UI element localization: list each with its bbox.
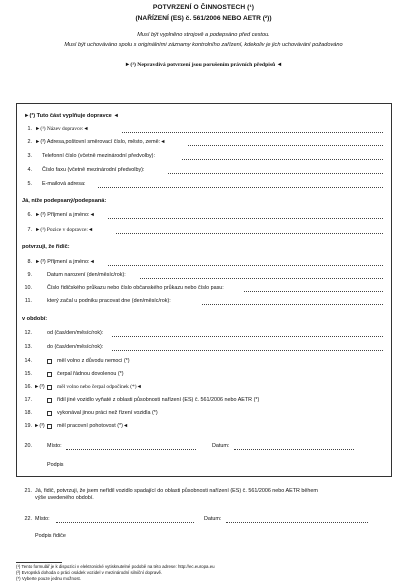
field-label: do (čas/den/měsíc/rok): bbox=[47, 344, 104, 350]
birth-date-field[interactable] bbox=[140, 272, 383, 279]
field-row-13 bbox=[0, 343, 407, 352]
field-number: 7. bbox=[27, 227, 32, 233]
field-number: 2. bbox=[27, 139, 32, 145]
signatory-position-field[interactable] bbox=[116, 227, 383, 234]
driver-place-label: Místo: bbox=[35, 516, 50, 522]
footnote-2: (²) Evropská dohoda o práci osádek vozidel v mezinárodní silniční dopravě. bbox=[16, 570, 163, 575]
footnote-1: (¹) Tento formulář je k dispozici v elektronické vytisknutelné podobě na této adrese: http://ec.europa.eu bbox=[16, 564, 215, 569]
field-label: Číslo řidičského průkazu nebo číslo občanského průkazu nebo číslo pasu: bbox=[47, 285, 224, 291]
footnote-divider bbox=[16, 562, 62, 563]
field-label: Číslo faxu (včetně mezinárodní předvolby): bbox=[42, 167, 145, 173]
field-number: 8. bbox=[27, 259, 32, 265]
phone-field[interactable] bbox=[182, 153, 383, 160]
field-number: 15. bbox=[24, 371, 32, 377]
reason-row-18 bbox=[0, 409, 407, 418]
rest-leave-checkbox[interactable] bbox=[47, 385, 52, 390]
field-row-11 bbox=[0, 297, 407, 306]
driver-confirm-text: Já, řidič, potvrzuji, že jsem neřídil vozidlo spadající do oblasti působnosti nařízení (ES) č. 561/2006 nebo AETR během bbox=[35, 488, 318, 494]
section-employer-title: ►(³) Tuto část vyplňuje dopravce ◄ bbox=[24, 113, 119, 119]
field-row-1 bbox=[0, 125, 407, 134]
field-row-3 bbox=[0, 152, 407, 161]
section-driver-title: potvrzuji, že řidič: bbox=[22, 244, 70, 250]
field-number: 22. bbox=[24, 516, 32, 522]
field-label: od (čas/den/měsíc/rok): bbox=[47, 330, 104, 336]
instruction-note-1: Musí být vyplněno strojově a podepsáno před cestou. bbox=[137, 32, 270, 38]
field-row-12 bbox=[0, 329, 407, 338]
reason-row-15 bbox=[0, 370, 407, 379]
field-label: ►(³) Příjmení a jméno:◄ bbox=[35, 259, 95, 265]
driver-confirm-row-2 bbox=[0, 494, 407, 503]
instruction-note-2: Musí být uchováváno spolu s originálními záznamy kontrolního zařízení, kdekoliv je jich uchovávání požadováno bbox=[64, 42, 343, 48]
field-number: 10. bbox=[24, 285, 32, 291]
signatory-name-field[interactable] bbox=[108, 212, 383, 219]
reason-label: vykonával jinou práci než řízení vozidla (*) bbox=[57, 410, 158, 416]
field-row-20 bbox=[0, 442, 407, 451]
company-address-field[interactable] bbox=[188, 139, 383, 146]
field-number: 20. bbox=[24, 443, 32, 449]
reason-label: řídil jiné vozidlo vyňaté z oblasti působnosti nařízení (ES) č. 561/2006 nebo AETR (*) bbox=[57, 397, 260, 403]
field-number: 4. bbox=[27, 167, 32, 173]
reason-row-16 bbox=[0, 383, 407, 392]
place-field[interactable] bbox=[66, 443, 196, 450]
field-number: 14. bbox=[24, 358, 32, 364]
field-label: ►(³) Pozice v dopravce:◄ bbox=[35, 227, 94, 233]
driver-date-label: Datum: bbox=[204, 516, 222, 522]
employer-signature-label: Podpis bbox=[47, 462, 64, 468]
field-row-2 bbox=[0, 138, 407, 147]
reason-row-17 bbox=[0, 396, 407, 405]
field-label: který začal u podniku pracovat dne (den/měsíc/rok): bbox=[47, 298, 171, 304]
footnote-3: (*) Vyberte pouze jednu možnost. bbox=[16, 576, 81, 581]
field-number: 21. bbox=[24, 488, 32, 494]
section-signatory-title: Já, níže podepsaný/podepsaná: bbox=[22, 198, 107, 204]
other-work-checkbox[interactable] bbox=[47, 411, 52, 416]
field-number: 16. bbox=[24, 384, 32, 390]
section-period-title: v období: bbox=[22, 316, 48, 322]
form-subtitle: (NAŘÍZENÍ (ES) č. 561/2006 NEBO AETR (²)) bbox=[135, 15, 272, 22]
field-row-6 bbox=[0, 211, 407, 220]
field-label: ►(³) Příjmení a jméno:◄ bbox=[35, 212, 95, 218]
amendment-marker: ►(³) bbox=[34, 423, 45, 429]
amendment-marker: ►(³) bbox=[34, 384, 45, 390]
sick-leave-checkbox[interactable] bbox=[47, 359, 52, 364]
field-number: 18. bbox=[24, 410, 32, 416]
driver-name-field[interactable] bbox=[108, 259, 383, 266]
amendment-warning: ►(³) Nepravdivá potvrzení jsou porušením právních předpisů ◄ bbox=[124, 62, 283, 68]
form-title: POTVRZENÍ O ČINNOSTECH (¹) bbox=[152, 4, 255, 11]
field-label: Telefonní číslo (včetně mezinárodní předvolby): bbox=[42, 153, 155, 159]
license-number-field[interactable] bbox=[244, 285, 383, 292]
driver-signature-label: Podpis řidiče bbox=[35, 533, 66, 539]
email-field[interactable] bbox=[98, 181, 383, 188]
field-label: ►(³) Adresa,poštovní směrovací číslo, město, země:◄ bbox=[35, 139, 166, 145]
field-row-10 bbox=[0, 284, 407, 293]
start-date-field[interactable] bbox=[202, 298, 383, 305]
other-vehicle-checkbox[interactable] bbox=[47, 398, 52, 403]
field-number: 3. bbox=[27, 153, 32, 159]
field-number: 11. bbox=[24, 298, 32, 304]
driver-place-field[interactable] bbox=[56, 516, 194, 523]
reason-label: měl volno nebo čerpal odpočinek (*)◄ bbox=[57, 384, 142, 390]
company-name-field[interactable] bbox=[122, 126, 383, 133]
period-to-field[interactable] bbox=[112, 344, 383, 351]
reason-row-19 bbox=[0, 422, 407, 431]
field-row-7 bbox=[0, 226, 407, 235]
field-number: 19. bbox=[24, 423, 32, 429]
driver-date-field[interactable] bbox=[226, 516, 368, 523]
field-row-8 bbox=[0, 258, 407, 267]
driver-place-row bbox=[0, 515, 407, 524]
field-number: 12. bbox=[24, 330, 32, 336]
on-call-checkbox[interactable] bbox=[47, 424, 52, 429]
place-label: Místo: bbox=[47, 443, 62, 449]
field-number: 1. bbox=[27, 126, 32, 132]
reason-label: měl volno z důvodu nemoci (*) bbox=[57, 358, 130, 364]
reason-row-14 bbox=[0, 357, 407, 366]
period-from-field[interactable] bbox=[112, 330, 383, 337]
reason-label: čerpal řádnou dovolenou (*) bbox=[57, 371, 124, 377]
fax-field[interactable] bbox=[168, 167, 383, 174]
field-number: 13. bbox=[24, 344, 32, 350]
field-row-9 bbox=[0, 271, 407, 280]
field-number: 9. bbox=[27, 272, 32, 278]
field-label: E-mailová adresa: bbox=[42, 181, 86, 187]
field-number: 5. bbox=[27, 181, 32, 187]
date-field[interactable] bbox=[234, 443, 354, 450]
reason-label: měl pracovní pohotovost (*)◄ bbox=[57, 423, 129, 429]
field-row-4 bbox=[0, 166, 407, 175]
field-label: ►(³) Název dopravce:◄ bbox=[35, 126, 89, 132]
field-row-5 bbox=[0, 180, 407, 189]
date-label: Datum: bbox=[212, 443, 230, 449]
field-number: 17. bbox=[24, 397, 32, 403]
field-label: Datum narození (den/měsíc/rok): bbox=[47, 272, 126, 278]
annual-leave-checkbox[interactable] bbox=[47, 372, 52, 377]
driver-confirm-text-2: výše uvedeného období. bbox=[35, 495, 94, 501]
field-number: 6. bbox=[27, 212, 32, 218]
